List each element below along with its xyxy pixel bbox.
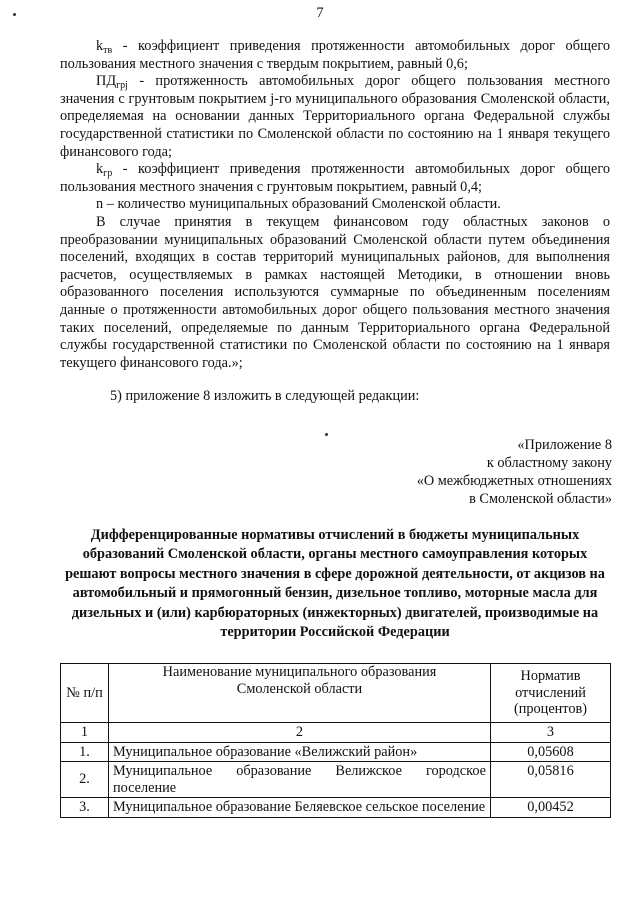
column-number: 2: [109, 723, 491, 743]
row-value: 0,05608: [491, 742, 611, 762]
k-tv-symbol: $k_{тв}$: [96, 38, 113, 56]
column-number-row: [61, 723, 611, 743]
header-num: № п/п: [61, 664, 109, 723]
row-name: Муниципальное образование Беляевское сельское поселение: [109, 798, 491, 818]
column-number: 1: [61, 723, 109, 743]
item-5: 5) приложение 8 изложить в следующей редакции:: [110, 388, 420, 405]
scan-speck: [325, 433, 328, 436]
row-value: 0,05816: [491, 762, 611, 798]
appendix-line: в Смоленской области»: [469, 491, 612, 507]
k-gr-definition: $k_{гр}$ - коэффициент приведения протяженности автомобильных дорог общего пользования местного значения с грунтовым покрытием, равный 0,4;: [60, 161, 610, 195]
pd-grj-definition: $ПД_{грj}$ - протяженность автомобильных дорог общего пользования местного значения с грунтовым покрытием j-го муниципального образования Смоленской области, определяемая на основании данных Территориального органа Федеральной службы государственной статистики по Смоленской области по состоянию на 1 января текущего финансового года;: [60, 73, 610, 160]
n-definition: n – количество муниципальных образований Смоленской области.: [96, 196, 501, 213]
pd-grj-symbol: $ПД_{грj}$: [96, 73, 128, 92]
table-row: [61, 742, 611, 762]
row-num: 2.: [61, 762, 109, 798]
appendix-header: [417, 436, 612, 508]
page-number: 7: [316, 5, 324, 21]
k-gr-symbol: $k_{гр}$: [96, 161, 113, 180]
row-name: Муниципальное образование «Велижский район»: [109, 742, 491, 762]
row-num: 1.: [61, 742, 109, 762]
header-name: Наименование муниципального образования Смоленской области: [109, 664, 491, 723]
table-title: Дифференцированные нормативы отчислений в бюджеты муниципальных образований Смоленской области, органы местного самоуправления которых решают вопросы местного значения в сфере дорожной деятельности, от акцизов на автомобильный и прямогонный бензин, дизельное топливо, моторные масла для дизельных и (или) карбюраторных (инжекторных) двигателей, производимые на территории Российской Федерации: [65, 527, 605, 641]
standards-table: [60, 663, 611, 818]
row-name: Муниципальное образование Велижское городское поселение: [109, 762, 491, 798]
row-value: 0,00452: [491, 798, 611, 818]
appendix-line: к областному закону: [486, 455, 612, 471]
table-header-row: [61, 664, 611, 723]
table-row: [61, 762, 611, 798]
column-number: 3: [491, 723, 611, 743]
header-value: Норматив отчислений (процентов): [491, 664, 611, 723]
table-row: [61, 798, 611, 818]
k-tv-definition: $k_{тв}$ - коэффициент приведения протяженности автомобильных дорог общего пользования местного значения с твердым покрытием, равный 0,6;: [60, 38, 610, 72]
appendix-line: «Приложение 8: [517, 437, 612, 453]
scan-speck: [13, 13, 16, 16]
appendix-line: «О межбюджетных отношениях: [416, 473, 612, 489]
transformation-paragraph: В случае принятия в текущем финансовом году областных законов о преобразовании муниципальных образований Смоленской области путем объединения поселений, входящих в состав территорий муниципальных районов, для выполнения расчетов, осуществляемых в рамках настоящей Методики, в отношении вновь образованного поселения используются суммарные по объединенным поселениям данные о протяженности автомобильных дорог общего пользования местного значения таких поселений, определяемые по данным Территориального органа Федеральной службы государственной статистики по Смоленской области по состоянию на 1 января текущего финансового года.»;: [60, 213, 610, 371]
document-body: [60, 38, 610, 406]
row-num: 3.: [61, 798, 109, 818]
